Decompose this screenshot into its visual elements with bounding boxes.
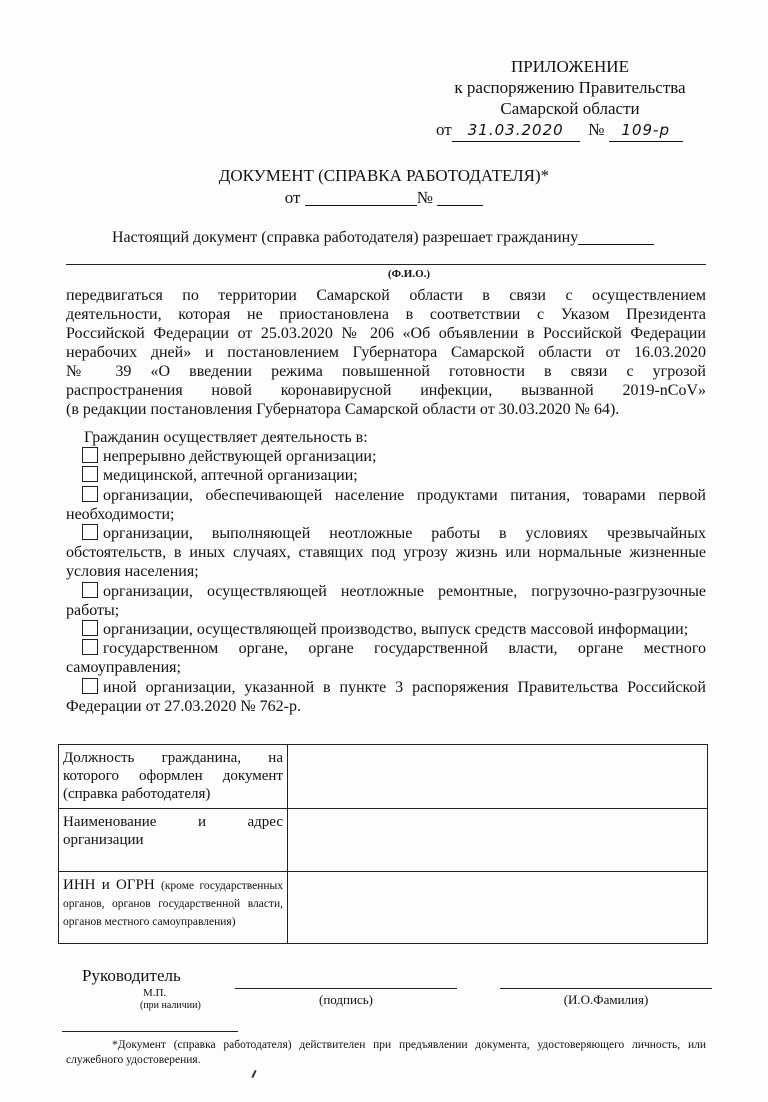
- annex-title: ПРИЛОЖЕНИЕ: [511, 57, 629, 76]
- inn-ogrn-note: (кроме государственных органов, органов государственной власти, органов местного самоуправления): [63, 880, 283, 928]
- checkbox[interactable]: [82, 639, 98, 655]
- intro-line: [112, 228, 654, 247]
- body-line: деятельности, которая не приостановлена в соответствии с Указом Президента: [66, 306, 706, 323]
- position-value-cell[interactable]: [288, 745, 708, 809]
- option-label: медицинской, аптечной организации;: [103, 467, 358, 485]
- checkbox[interactable]: [82, 582, 98, 598]
- full-name-field[interactable]: [500, 988, 712, 989]
- body-line: нерабочих дней» и постановлением Губернатора Самарской области от 16.03.2020: [66, 344, 706, 361]
- document-title: ДОКУМЕНТ (СПРАВКА РАБОТОДАТЕЛЯ)*: [218, 166, 550, 185]
- option-label: иной организации, указанной в пункте 3 распоряжения Правительства Российской Федерации от 27.03.2020 № 762-р.: [66, 678, 706, 715]
- organization-value-cell[interactable]: [288, 809, 708, 872]
- option-label: государственном органе, органе государственной власти, органе местного самоуправления;: [66, 640, 706, 677]
- option-label: организации, обеспечивающей население продуктами питания, товарами первой необходимости;: [66, 486, 706, 523]
- head-label: Руководитель: [82, 966, 181, 985]
- document-number-field[interactable]: [437, 189, 483, 206]
- annex-date-prefix: от: [436, 120, 452, 139]
- citizen-name-field-start[interactable]: [578, 228, 654, 245]
- number-label: №: [416, 188, 433, 207]
- body-line: распространения новой коронавирусной инфекции, вызванной 2019-nCoV»: [66, 382, 706, 399]
- option-other-organization: [66, 678, 706, 716]
- option-emergency-works: [66, 524, 706, 582]
- annex-number-prefix: №: [588, 120, 605, 139]
- annex-header: [420, 56, 720, 142]
- checkbox[interactable]: [82, 466, 98, 482]
- document-header: [0, 166, 768, 208]
- annex-date-line: [420, 119, 720, 142]
- stamp-note: (при наличии): [140, 1000, 201, 1011]
- body-line: (в редакции постановления Губернатора Самарской области от 30.03.2020 № 64).: [66, 401, 620, 418]
- checkbox[interactable]: [82, 620, 98, 636]
- document-date-field[interactable]: [305, 189, 417, 206]
- signature-caption: (подпись): [319, 992, 373, 1007]
- full-name-caption: (И.О.Фамилия): [563, 992, 649, 1007]
- option-label: организации, выполняющей неотложные работы в условиях чрезвычайных обстоятельств, в иных случаях, ставящих под угрозу жизнь или нормальные жизненные условия населения;: [66, 525, 706, 581]
- option-label: организации, осуществляющей производство, выпуск средств массовой информации;: [103, 621, 689, 639]
- checkbox[interactable]: [82, 486, 98, 502]
- inn-ogrn-label: ИНН и ОГРН: [63, 877, 155, 893]
- inn-ogrn-value-cell[interactable]: [288, 872, 708, 944]
- annex-date-value: 31.03.2020: [452, 120, 580, 142]
- annex-line-1: к распоряжению Правительства: [454, 78, 686, 97]
- option-continuous-organization: [66, 447, 706, 466]
- citizen-name-field[interactable]: [66, 264, 706, 265]
- activity-lead: Гражданин осуществляет деятельность в:: [84, 429, 368, 446]
- option-food-essentials: [66, 486, 706, 524]
- permission-body: [66, 286, 706, 419]
- employee-info-table: [58, 744, 708, 944]
- organization-label: Наименование и адрес организации: [59, 809, 288, 872]
- checkbox[interactable]: [82, 447, 98, 463]
- table-row-inn-ogrn: [59, 872, 708, 944]
- footnote-divider: [62, 1031, 238, 1032]
- option-label: организации, осуществляющей неотложные ремонтные, погрузочно-разгрузочные работы;: [66, 582, 706, 619]
- fio-caption: (Ф.И.О.): [387, 268, 431, 280]
- option-mass-media: [66, 620, 706, 639]
- checkbox[interactable]: [82, 524, 98, 540]
- intro-text: Настоящий документ (справка работодателя) разрешает гражданину: [112, 229, 579, 246]
- table-row-organization: [59, 809, 708, 872]
- signature-field[interactable]: [235, 988, 457, 989]
- position-label: Должность гражданина, на которого оформлен документ (справка работодателя): [59, 745, 288, 809]
- from-label: от: [284, 188, 301, 207]
- activity-options: [66, 428, 706, 716]
- footnote-text: *Документ (справка работодателя) действителен при предъявлении документа, удостоверяющего личность, или служебного удостоверения.: [66, 1039, 706, 1066]
- option-repair-loading: [66, 582, 706, 620]
- annex-number-value: 109-р: [609, 120, 683, 142]
- option-medical-pharmacy: [66, 466, 706, 485]
- scan-mark: [251, 1070, 256, 1078]
- option-government-body: [66, 639, 706, 677]
- checkbox[interactable]: [82, 678, 98, 694]
- inn-ogrn-label-cell: [59, 872, 288, 944]
- footnote: [66, 1038, 706, 1068]
- annex-line-2: Самарской области: [500, 99, 640, 118]
- option-label: непрерывно действующей организации;: [103, 448, 377, 466]
- stamp-label: М.П.: [143, 987, 167, 999]
- body-line: Российской Федерации от 25.03.2020 № 206 «Об объявлении в Российской Федерации: [66, 325, 706, 342]
- document-date-line: [0, 188, 768, 208]
- table-row-position: [59, 745, 708, 809]
- body-line: № 39 «О введении режима повышенной готовности в связи с угрозой: [66, 363, 706, 380]
- body-line: передвигаться по территории Самарской области в связи с осуществлением: [66, 287, 706, 304]
